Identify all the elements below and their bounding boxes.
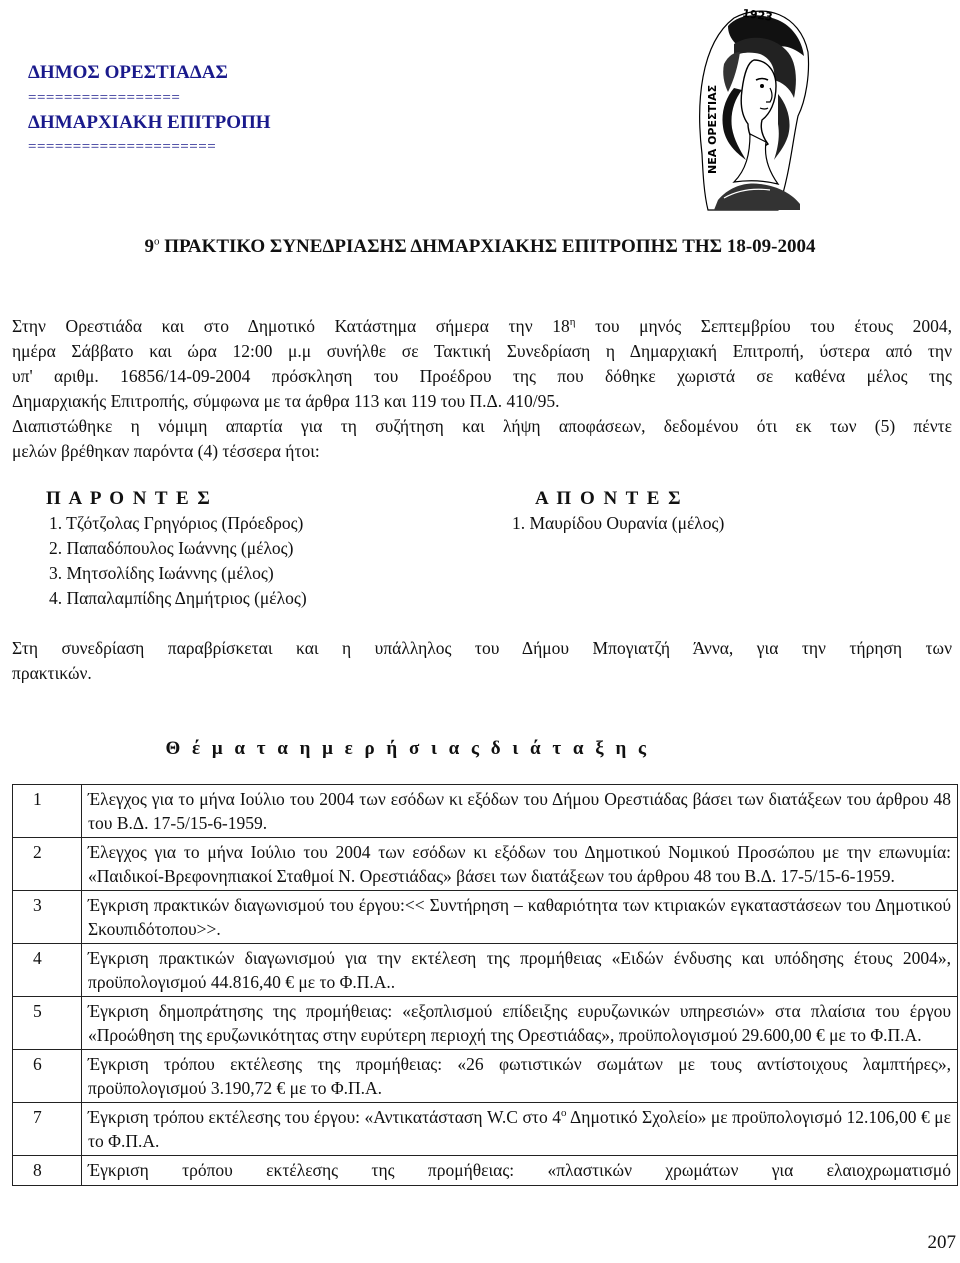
agenda-item-text: Έλεγχος για το μήνα Ιούλιο του 2004 των εσόδων κι εξόδων του Δήμου Ορεστιάδας βάσει των διατάξεων του άρθρου 48 του Β.Δ. 17-5/15-6-1959. xyxy=(82,785,958,838)
present-header: Π Α Ρ Ο Ν Τ Ε Σ xyxy=(46,488,212,509)
agenda-item-number: 5 xyxy=(13,997,82,1050)
absent-header: Α Π Ο Ν Τ Ε Σ xyxy=(535,488,683,509)
minutes-title: $9^o$ ΠΡΑΚΤΙΚΟ ΣΥΝΕΔΡΙΑΣΗΣ ΔΗΜΑΡΧΙΑΚΗΣ ΕΠΙΤΡΟΠΗΣ ΤΗΣ 18-09-2004 xyxy=(144,235,816,257)
clerk-line: Στη συνεδρίαση παραβρίσκεται και η υπάλληλος του Δήμου Μπογιατζή Άννα, για την τήρηση των xyxy=(12,638,952,658)
intro-line: ημέρα Σάββατο και ώρα 12:00 μ.μ συνήλθε σε Τακτική Συνεδρίαση η Δημαρχιακή Επιτροπή, ύστερα από την xyxy=(12,341,952,361)
intro-line: Στην Ορεστιάδα και στο Δημοτικό Κατάστημα σήμερα την $18^\eta$ του μηνός Σεπτεμβρίου του έτους 2004, xyxy=(12,316,953,336)
agenda-item-number: 4 xyxy=(13,944,82,997)
intro-line: Δημαρχιακής Επιτροπής, σύμφωνα με τα άρθρα 113 και 119 του Π.Δ. 410/95. xyxy=(12,391,560,411)
nea-orestiada-1923-seal-icon xyxy=(694,4,812,222)
agenda-row xyxy=(13,891,958,944)
agenda-title: Θ έ μ α τ α η μ ε ρ ή σ ι α ς δ ι ά τ α ξ η ς xyxy=(165,738,650,759)
agenda-item-text: Έγκριση πρακτικών διαγωνισμού για την εκτέλεση της προμήθειας «Ειδών ένδυσης και υπόδησης έτους 2004», προϋπολογισμού 44.816,40 € με το Φ.Π.Α.. xyxy=(82,944,958,997)
page-number: 207 xyxy=(927,1232,956,1253)
absent-member: 1. Μαυρίδου Ουρανία (μέλος) xyxy=(512,513,725,533)
heading-separator: ===================== xyxy=(28,139,217,155)
present-member: 1. Τζότζολας Γρηγόριος (Πρόεδρος) xyxy=(49,513,304,533)
intro-line: μελών βρέθηκαν παρόντα (4) τέσσερα ήτοι: xyxy=(12,441,320,461)
agenda-item-text: Έγκριση δημοπράτησης της προμήθειας: «εξοπλισμού επίδειξης ευρυζωνικών υπηρεσιών» στα πλαίσια του έργου «Προώθηση της ερυζωνικότητας στην ευρύτερη περιοχή της Ορεστιάδας», προϋπολογισμού 29.600,00 € με το Φ.Π.Α. xyxy=(82,997,958,1050)
present-member: 2. Παπαδόπουλος Ιωάννης (μέλος) xyxy=(49,538,294,558)
agenda-row xyxy=(13,997,958,1050)
agenda-item-text: Έγκριση τρόπου εκτέλεσης του έργου: «Αντικατάσταση W.C στο $4^o$ Δημοτικό Σχολείο» με προϋπολογισμό 12.106,00 € με το Φ.Π.Α. xyxy=(82,1103,958,1156)
agenda-table xyxy=(12,784,958,1186)
agenda-item-number: 7 xyxy=(13,1103,82,1156)
agenda-row xyxy=(13,1050,958,1103)
seal-text: ΝΕΑ ΟΡΕΣΤΙΑΣ xyxy=(706,84,719,174)
municipality-heading: ΔΗΜΟΣ ΟΡΕΣΤΙΑΔΑΣ xyxy=(28,62,228,83)
heading-separator: ================= xyxy=(28,90,181,106)
committee-heading: ΔΗΜΑΡΧΙΑΚΗ ΕΠΙΤΡΟΠΗ xyxy=(28,112,271,133)
agenda-item-text: Έλεγχος για το μήνα Ιούλιο του 2004 των εσόδων κι εξόδων του Δημοτικού Νομικού Προσώπου με την επωνυμία: «Παιδικοί-Βρεφονηπιακοί Σταθμοί Ν. Ορεστιάδας» βάσει των διατάξεων του άρθρου 48 του Β.Δ. 17-5/15-6-1959. xyxy=(82,838,958,891)
intro-line: Διαπιστώθηκε η νόμιμη απαρτία για τη συζήτηση και λήψη αποφάσεων, δεδομένου ότι εκ των (5) πέντε xyxy=(12,416,952,436)
intro-paragraph xyxy=(12,314,952,464)
clerk-paragraph xyxy=(12,636,952,686)
agenda-row xyxy=(13,944,958,997)
clerk-line: πρακτικών. xyxy=(12,663,92,683)
agenda-item-number: 8 xyxy=(13,1156,82,1186)
agenda-item-number: 1 xyxy=(13,785,82,838)
agenda-item-number: 2 xyxy=(13,838,82,891)
agenda-row xyxy=(13,1103,958,1156)
agenda-item-text: Έγκριση τρόπου εκτέλεσης της προμήθειας: «πλαστικών χρωμάτων για ελαιοχρωματισμό xyxy=(82,1156,958,1186)
intro-line: υπ' αριθμ. 16856/14-09-2004 πρόσκληση του Προέδρου της που δόθηκε χωριστά σε καθένα μέλος της xyxy=(12,366,952,386)
agenda-row xyxy=(13,785,958,838)
agenda-item-text: Έγκριση τρόπου εκτέλεσης της προμήθειας: «26 φωτιστικών σωμάτων με τους αντίστοιχους λαμπτήρες», προϋπολογισμού 3.190,72 € με το Φ.Π.Α. xyxy=(82,1050,958,1103)
agenda-row xyxy=(13,1156,958,1186)
agenda-item-number: 3 xyxy=(13,891,82,944)
agenda-item-text: Έγκριση πρακτικών διαγωνισμού του έργου:<< Συντήρηση – καθαριότητα των κτιριακών εγκαταστάσεων του Δημοτικού Σκουπιδότοπου>>. xyxy=(82,891,958,944)
agenda-row xyxy=(13,838,958,891)
present-member: 4. Παπαλαμπίδης Δημήτριος (μέλος) xyxy=(49,588,307,608)
seal-year: 1923 xyxy=(741,6,774,24)
present-member: 3. Μητσολίδης Ιωάννης (μέλος) xyxy=(49,563,274,583)
agenda-item-number: 6 xyxy=(13,1050,82,1103)
